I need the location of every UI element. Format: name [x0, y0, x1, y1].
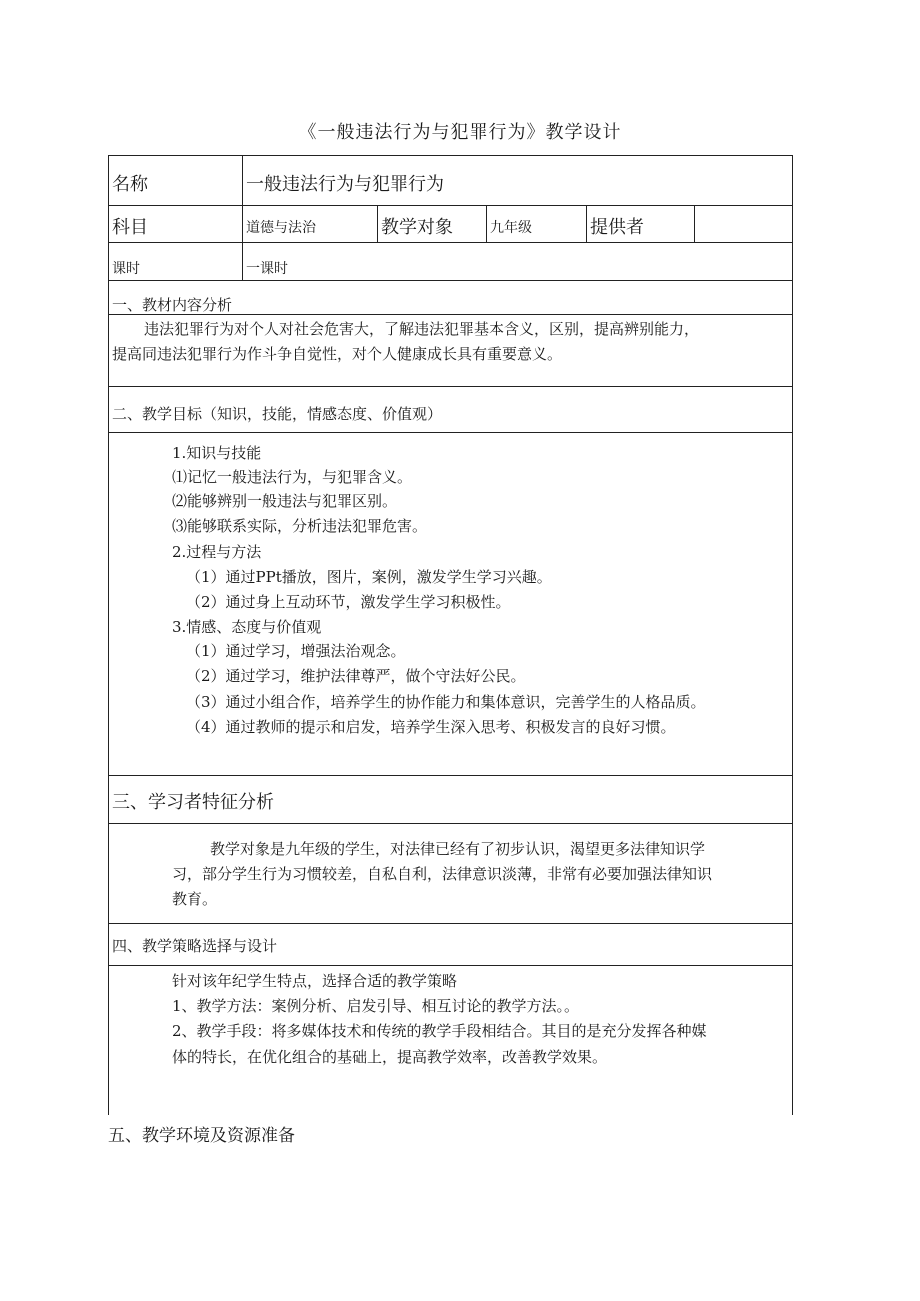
- target-label: 教学对象: [381, 217, 453, 238]
- target-value: 九年级: [490, 220, 532, 236]
- section3-line: 习，部分学生行为习惯较差，自私自利，法律意识淡薄，非常有必要加强法律知识: [172, 865, 713, 883]
- section2-line: 2.过程与方法: [172, 543, 262, 561]
- name-value: 一般违法行为与犯罪行为: [246, 174, 444, 195]
- document-title: 《一般违法行为与犯罪行为》教学设计: [298, 122, 622, 143]
- section2-line: （1）通过PPt播放，图片，案例，激发学生学习兴趣。: [186, 568, 552, 586]
- section2-line: ⑶能够联系实际，分析违法犯罪危害。: [172, 517, 428, 535]
- hours-value: 一课时: [246, 261, 288, 277]
- section2-line: 1.知识与技能: [172, 444, 262, 462]
- section3-heading: 三、学习者特征分析: [112, 792, 274, 813]
- section2-heading: 二、教学目标（知识，技能，情感态度、价值观）: [112, 405, 443, 423]
- section1-heading: 一、教材内容分析: [112, 296, 233, 314]
- section1-line: 违法犯罪行为对个人对社会危害大，了解违法犯罪基本含义，区别，提高辨别能力，: [144, 320, 700, 338]
- section2-line: ⑵能够辨别一般违法与犯罪区别。: [172, 492, 398, 510]
- section4-line: 2、教学手段：将多媒体技术和传统的教学手段相结合。其目的是充分发挥各种媒: [172, 1022, 707, 1040]
- section2-line: （1）通过学习，增强法治观念。: [186, 642, 406, 660]
- section1-line: 提高同违法犯罪行为作斗争自觉性，对个人健康成长具有重要意义。: [112, 345, 563, 363]
- section2-line: （4）通过教师的提示和启发，培养学生深入思考、积极发言的良好习惯。: [186, 718, 676, 736]
- section4-heading: 四、教学策略选择与设计: [112, 937, 278, 955]
- hours-label: 课时: [112, 261, 140, 277]
- subject-label: 科目: [112, 217, 148, 238]
- section2-line: ⑴记忆一般违法行为，与犯罪含义。: [172, 468, 413, 486]
- section4-line: 针对该年纪学生特点，选择合适的教学策略: [172, 972, 458, 990]
- section3-line: 教学对象是九年级的学生，对法律已经有了初步认识，渴望更多法律知识学: [210, 840, 706, 858]
- section5-heading: 五、教学环境及资源准备: [108, 1126, 295, 1146]
- section4-line: 1、教学方法：案例分析、启发引导、相互讨论的教学方法。。: [172, 997, 580, 1015]
- section4-line: 体的特长，在优化组合的基础上，提高教学效率，改善教学效果。: [172, 1048, 608, 1066]
- name-label: 名称: [112, 174, 148, 195]
- section3-line: 教育。: [172, 890, 218, 908]
- provider-label: 提供者: [590, 217, 644, 238]
- section2-line: （3）通过小组合作，培养学生的协作能力和集体意识，完善学生的人格品质。: [186, 693, 706, 711]
- subject-value: 道德与法治: [246, 220, 316, 236]
- section2-line: （2）通过学习，维护法律尊严，做个守法好公民。: [186, 667, 526, 685]
- section2-line: 3.情感、态度与价值观: [172, 618, 322, 636]
- section2-line: （2）通过身上互动环节，激发学生学习积极性。: [186, 593, 511, 611]
